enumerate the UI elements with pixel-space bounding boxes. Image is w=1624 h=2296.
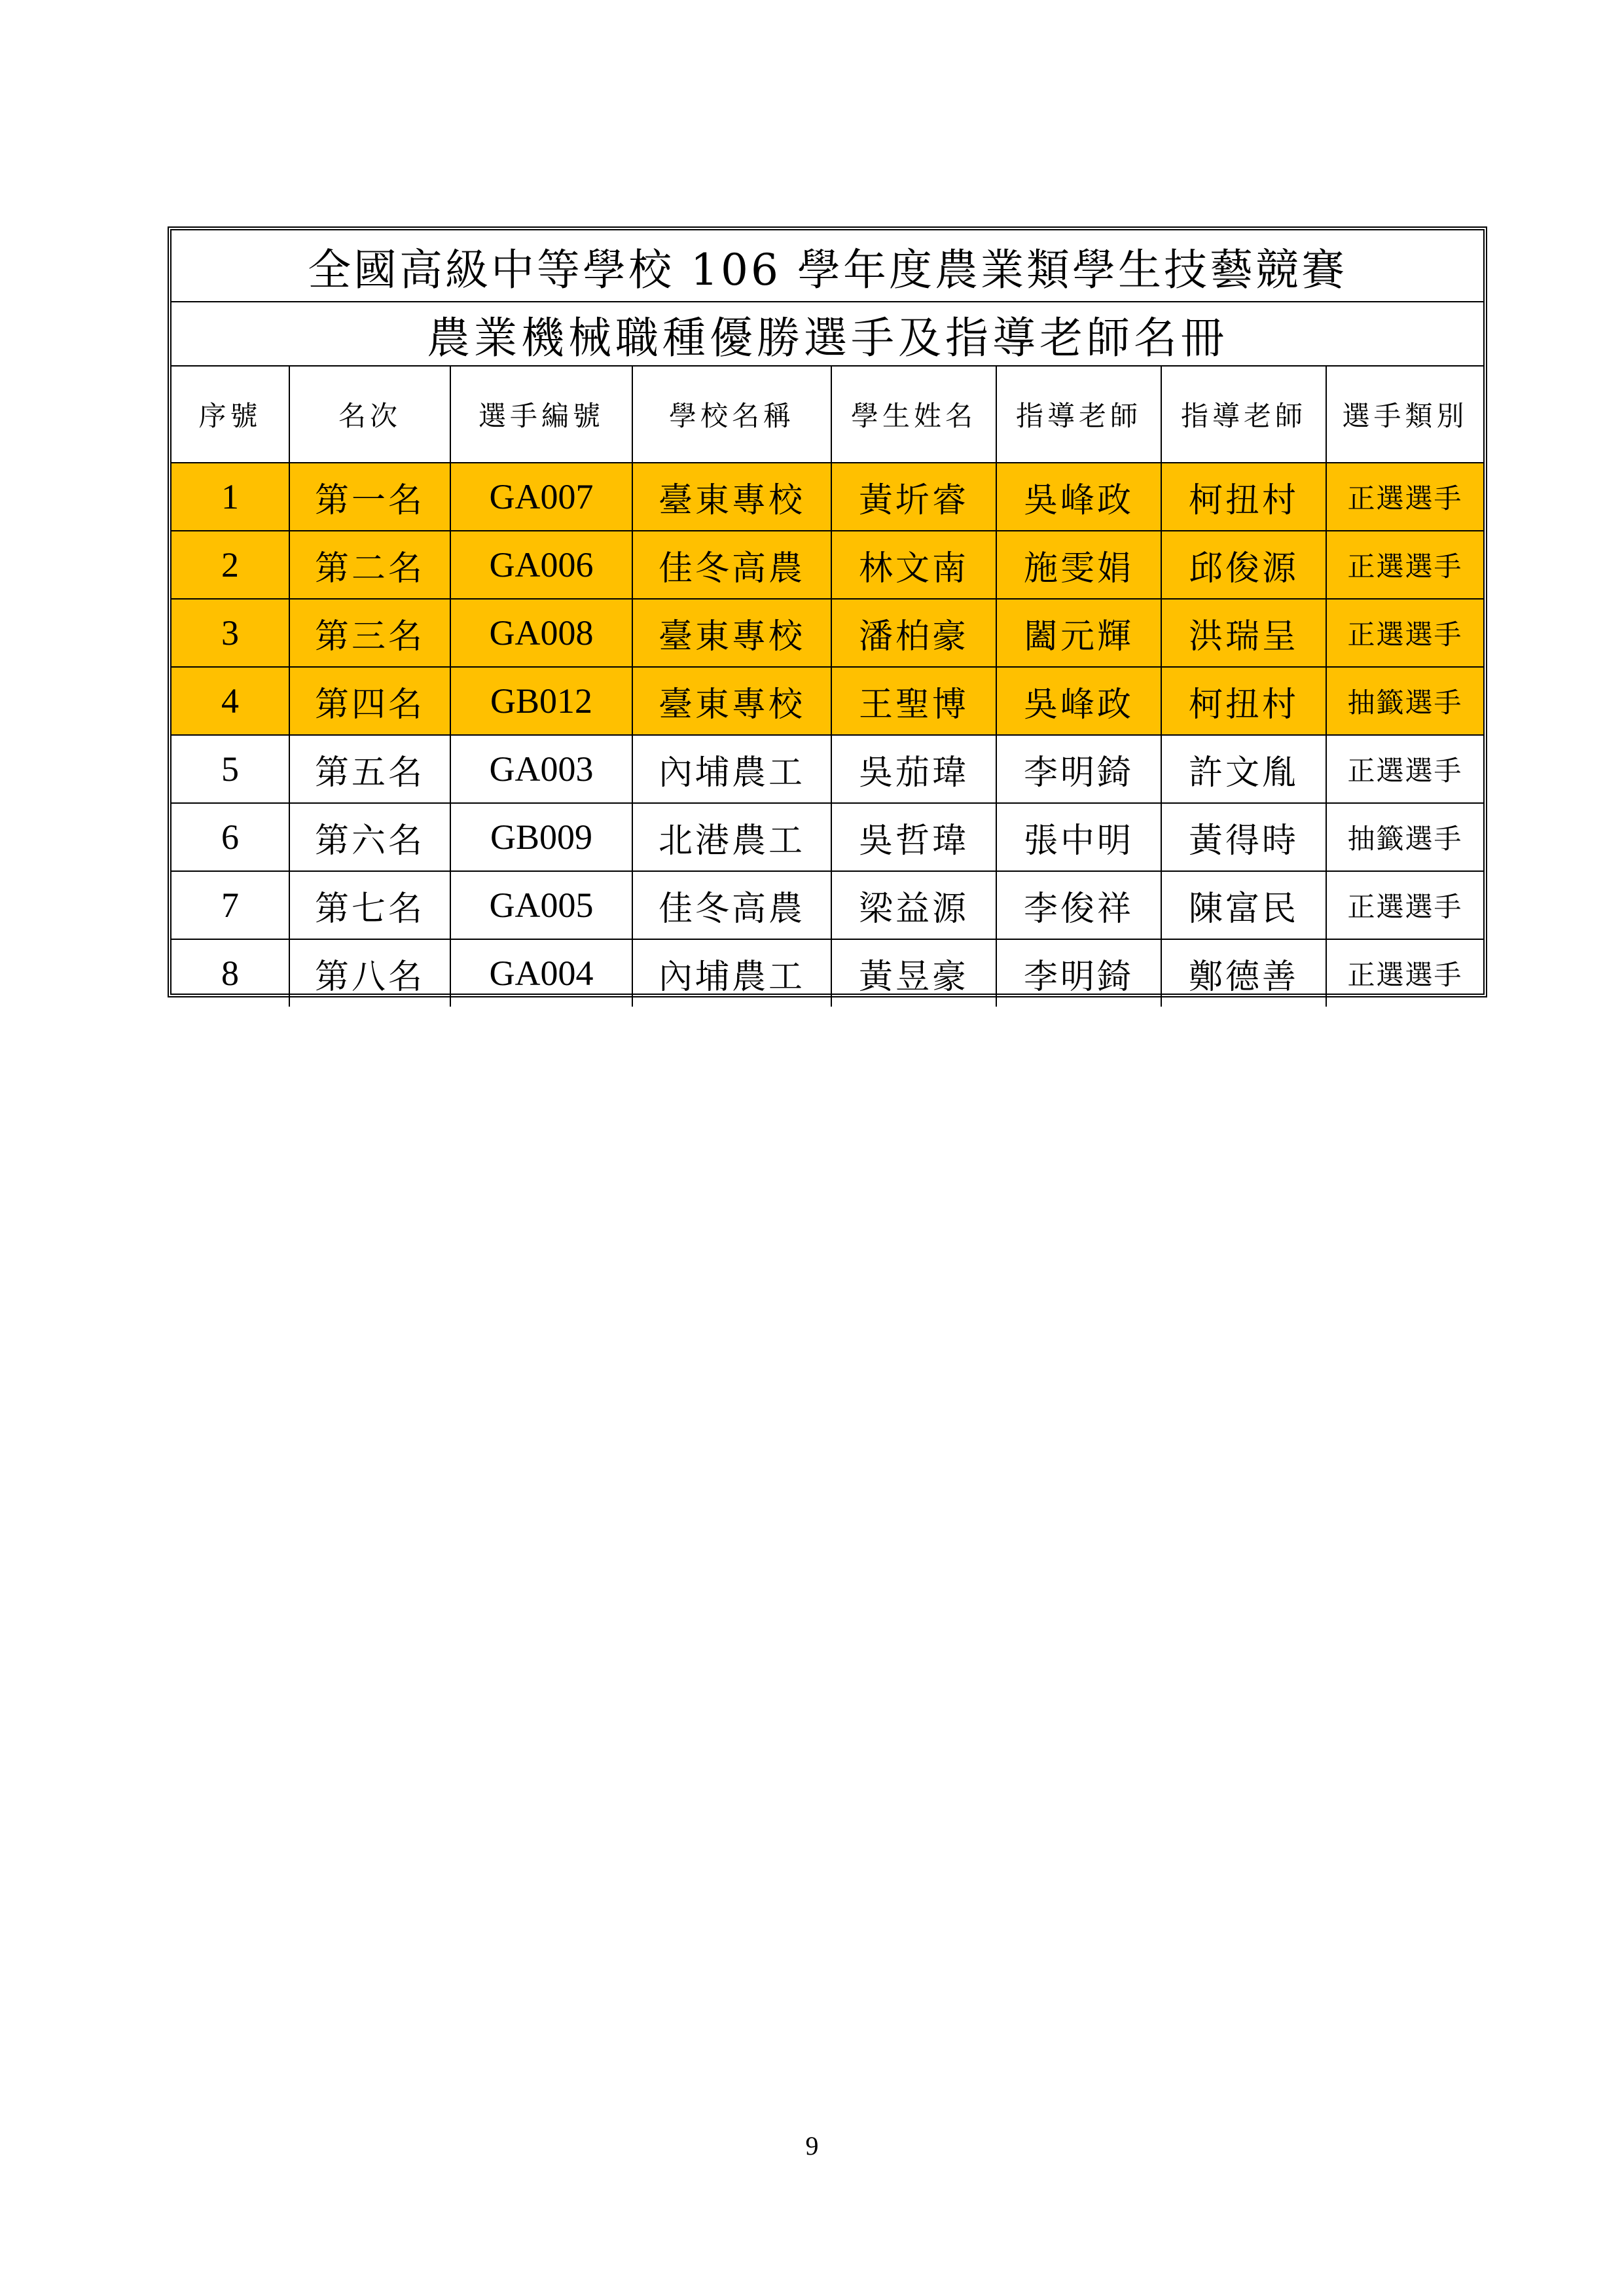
cell-teacher-2: 柯扭村 — [1161, 667, 1326, 735]
cell-no: 8 — [171, 939, 289, 1007]
cell-no: 3 — [171, 599, 289, 667]
cell-teacher-2: 邱俊源 — [1161, 531, 1326, 599]
cell-teacher-2: 鄭德善 — [1161, 939, 1326, 1007]
cell-no: 5 — [171, 735, 289, 803]
table-row — [171, 803, 1483, 871]
column-header-teacher-1: 指導老師 — [996, 366, 1161, 463]
cell-no: 7 — [171, 871, 289, 939]
cell-teacher-2: 柯扭村 — [1161, 463, 1326, 531]
column-header-school: 學校名稱 — [632, 366, 831, 463]
column-header-player-type: 選手類別 — [1326, 366, 1483, 463]
cell-student: 林文南 — [831, 531, 996, 599]
cell-player-id: GA006 — [450, 531, 632, 599]
column-header-no: 序號 — [171, 366, 289, 463]
table-row — [171, 871, 1483, 939]
page-number: 9 — [805, 2131, 819, 2161]
cell-school: 佳冬高農 — [632, 871, 831, 939]
cell-rank: 第六名 — [289, 803, 450, 871]
cell-teacher-1: 吳峰政 — [996, 667, 1161, 735]
cell-teacher-2: 洪瑞呈 — [1161, 599, 1326, 667]
cell-rank: 第五名 — [289, 735, 450, 803]
cell-no: 2 — [171, 531, 289, 599]
cell-player-id: GA004 — [450, 939, 632, 1007]
cell-teacher-1: 闔元輝 — [996, 599, 1161, 667]
table-subtitle-row — [171, 302, 1483, 366]
cell-player-id: GA005 — [450, 871, 632, 939]
cell-player-type: 正選選手 — [1326, 735, 1483, 803]
cell-player-id: GA003 — [450, 735, 632, 803]
cell-player-type: 抽籤選手 — [1326, 667, 1483, 735]
column-header-teacher-2: 指導老師 — [1161, 366, 1326, 463]
cell-player-id: GB012 — [450, 667, 632, 735]
cell-rank: 第一名 — [289, 463, 450, 531]
cell-teacher-1: 李明錡 — [996, 735, 1161, 803]
cell-player-type: 正選選手 — [1326, 599, 1483, 667]
cell-rank: 第二名 — [289, 531, 450, 599]
cell-player-id: GB009 — [450, 803, 632, 871]
table-row — [171, 667, 1483, 735]
cell-no: 6 — [171, 803, 289, 871]
roster-table — [171, 230, 1483, 1007]
cell-student: 王聖博 — [831, 667, 996, 735]
cell-rank: 第八名 — [289, 939, 450, 1007]
table-subtitle: 農業機械職種優勝選手及指導老師名冊 — [171, 302, 1483, 366]
cell-player-type: 正選選手 — [1326, 463, 1483, 531]
cell-school: 臺東專校 — [632, 599, 831, 667]
cell-player-type: 正選選手 — [1326, 939, 1483, 1007]
cell-player-id: GA007 — [450, 463, 632, 531]
cell-teacher-2: 黃得時 — [1161, 803, 1326, 871]
table-row — [171, 939, 1483, 1007]
cell-student: 潘柏豪 — [831, 599, 996, 667]
cell-player-id: GA008 — [450, 599, 632, 667]
cell-school: 臺東專校 — [632, 463, 831, 531]
cell-teacher-1: 李明錡 — [996, 939, 1161, 1007]
cell-school: 佳冬高農 — [632, 531, 831, 599]
table-row — [171, 735, 1483, 803]
cell-no: 1 — [171, 463, 289, 531]
cell-rank: 第三名 — [289, 599, 450, 667]
cell-student: 吳茄瑋 — [831, 735, 996, 803]
cell-student: 吳哲瑋 — [831, 803, 996, 871]
cell-player-type: 抽籤選手 — [1326, 803, 1483, 871]
cell-student: 黃昱豪 — [831, 939, 996, 1007]
cell-teacher-1: 吳峰政 — [996, 463, 1161, 531]
table-row — [171, 599, 1483, 667]
cell-player-type: 正選選手 — [1326, 531, 1483, 599]
cell-no: 4 — [171, 667, 289, 735]
cell-teacher-1: 李俊祥 — [996, 871, 1161, 939]
cell-student: 黃圻睿 — [831, 463, 996, 531]
column-header-player-id: 選手編號 — [450, 366, 632, 463]
table-title: 全國高級中等學校 106 學年度農業類學生技藝競賽 — [171, 230, 1483, 302]
cell-rank: 第四名 — [289, 667, 450, 735]
cell-school: 內埔農工 — [632, 735, 831, 803]
cell-teacher-1: 張中明 — [996, 803, 1161, 871]
column-header-row — [171, 366, 1483, 463]
cell-school: 內埔農工 — [632, 939, 831, 1007]
cell-player-type: 正選選手 — [1326, 871, 1483, 939]
cell-student: 梁益源 — [831, 871, 996, 939]
cell-teacher-1: 施雯娟 — [996, 531, 1161, 599]
column-header-rank: 名次 — [289, 366, 450, 463]
cell-rank: 第七名 — [289, 871, 450, 939]
cell-school: 臺東專校 — [632, 667, 831, 735]
cell-teacher-2: 許文胤 — [1161, 735, 1326, 803]
cell-school: 北港農工 — [632, 803, 831, 871]
roster-table-frame — [168, 226, 1487, 997]
table-row — [171, 531, 1483, 599]
table-row — [171, 463, 1483, 531]
cell-teacher-2: 陳富民 — [1161, 871, 1326, 939]
table-title-row — [171, 230, 1483, 302]
column-header-student: 學生姓名 — [831, 366, 996, 463]
